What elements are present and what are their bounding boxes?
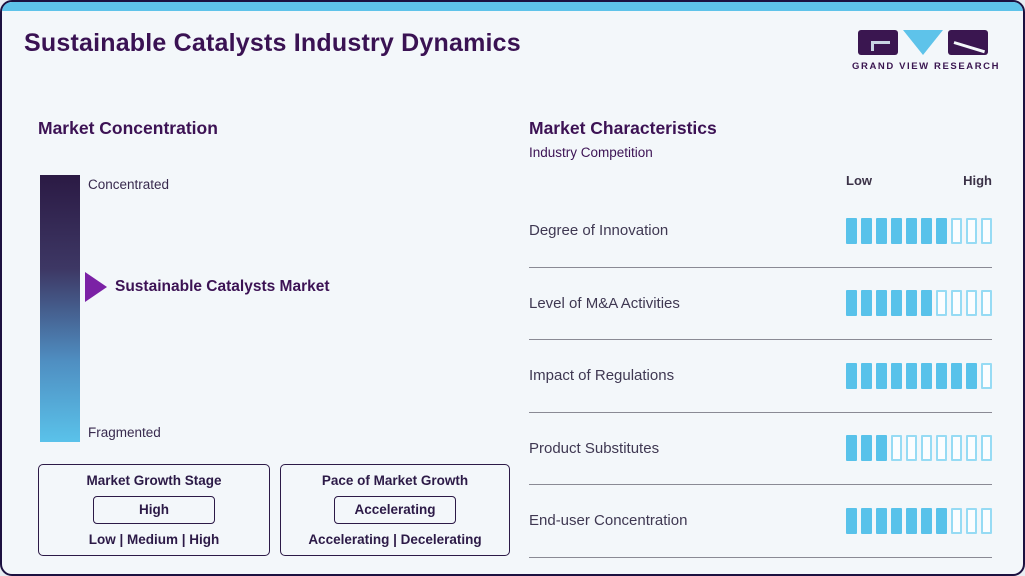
segment-filled: [891, 363, 902, 389]
scale-high-label: High: [963, 173, 992, 188]
segment-filled: [876, 508, 887, 534]
segment-filled: [846, 508, 857, 534]
segment-empty: [906, 435, 917, 461]
segment-filled: [906, 363, 917, 389]
logo-g-icon: [858, 30, 898, 55]
logo-r-glyph: [954, 41, 985, 53]
segment-empty: [966, 290, 977, 316]
concentrated-label: Concentrated: [88, 177, 170, 192]
segment-filled: [891, 290, 902, 316]
characteristic-label: End-user Concentration: [529, 512, 688, 530]
characteristic-label: Degree of Innovation: [529, 222, 669, 240]
growth-boxes: [38, 464, 510, 556]
segment-filled: [846, 363, 857, 389]
market-growth-stage-box: [38, 464, 270, 556]
segment-filled: [966, 363, 977, 389]
segment-filled: [906, 508, 917, 534]
segment-filled: [846, 435, 857, 461]
segment-empty: [981, 508, 992, 534]
market-concentration-heading: Market Concentration: [38, 118, 218, 138]
segment-empty: [981, 218, 992, 244]
segment-filled: [861, 435, 872, 461]
logo-v-triangle-icon: [903, 30, 943, 55]
growth-box-title: Market Growth Stage: [86, 473, 222, 488]
characteristic-row: [529, 195, 992, 268]
segment-filled: [876, 290, 887, 316]
segment-empty: [966, 218, 977, 244]
rating-segments: [846, 508, 992, 534]
growth-scale-options: Accelerating | Decelerating: [308, 532, 482, 547]
segment-filled: [921, 508, 932, 534]
rating-scale-header: [846, 173, 992, 188]
segment-filled: [936, 508, 947, 534]
segment-filled: [861, 218, 872, 244]
pace-of-growth-box: [280, 464, 510, 556]
logo-marks: [852, 30, 994, 56]
segment-filled: [861, 363, 872, 389]
segment-filled: [906, 218, 917, 244]
characteristics-rows: [529, 195, 992, 558]
logo-g-glyph: [871, 41, 890, 51]
growth-value-box: [93, 496, 215, 524]
segment-filled: [876, 363, 887, 389]
growth-value: High: [139, 502, 169, 517]
segment-empty: [966, 435, 977, 461]
rating-segments: [846, 290, 992, 316]
market-pointer-label: Sustainable Catalysts Market: [115, 278, 330, 295]
characteristic-row: [529, 485, 992, 558]
characteristic-label: Level of M&A Activities: [529, 294, 680, 312]
growth-value: Accelerating: [354, 502, 436, 517]
segment-empty: [966, 508, 977, 534]
brand-logo: [852, 30, 1001, 72]
segment-empty: [951, 290, 962, 316]
characteristic-row: [529, 413, 992, 486]
logo-r-icon: [948, 30, 988, 55]
segment-empty: [981, 363, 992, 389]
market-characteristics-heading: Market Characteristics: [529, 118, 717, 138]
segment-empty: [936, 435, 947, 461]
segment-empty: [951, 435, 962, 461]
segment-filled: [876, 435, 887, 461]
segment-filled: [861, 290, 872, 316]
segment-filled: [921, 363, 932, 389]
growth-value-box: [334, 496, 456, 524]
segment-filled: [891, 218, 902, 244]
segment-filled: [951, 363, 962, 389]
segment-filled: [876, 218, 887, 244]
characteristic-label: Product Substitutes: [529, 439, 660, 457]
segment-empty: [951, 508, 962, 534]
segment-empty: [981, 435, 992, 461]
growth-box-title: Pace of Market Growth: [321, 473, 469, 488]
segment-filled: [846, 218, 857, 244]
segment-empty: [891, 435, 902, 461]
segment-empty: [951, 218, 962, 244]
fragmented-label: Fragmented: [88, 425, 161, 440]
segment-empty: [981, 290, 992, 316]
segment-filled: [846, 290, 857, 316]
segment-filled: [936, 363, 947, 389]
rating-segments: [846, 435, 992, 461]
industry-competition-subheading: Industry Competition: [529, 145, 653, 160]
segment-filled: [906, 290, 917, 316]
growth-scale-options: Low | Medium | High: [88, 532, 220, 547]
segment-filled: [921, 290, 932, 316]
characteristic-row: [529, 268, 992, 341]
segment-filled: [891, 508, 902, 534]
page-title: Sustainable Catalysts Industry Dynamics: [24, 29, 521, 57]
segment-filled: [921, 218, 932, 244]
characteristic-row: [529, 340, 992, 413]
scale-low-label: Low: [846, 173, 872, 188]
brand-name: GRAND VIEW RESEARCH: [852, 61, 1001, 72]
rating-segments: [846, 218, 992, 244]
market-pointer-arrow-icon: [85, 272, 107, 302]
characteristic-label: Impact of Regulations: [529, 367, 675, 385]
segment-empty: [936, 290, 947, 316]
segment-empty: [921, 435, 932, 461]
rating-segments: [846, 363, 992, 389]
concentration-gradient-bar: [40, 175, 80, 442]
segment-filled: [936, 218, 947, 244]
top-accent-bar: [2, 2, 1023, 11]
segment-filled: [861, 508, 872, 534]
